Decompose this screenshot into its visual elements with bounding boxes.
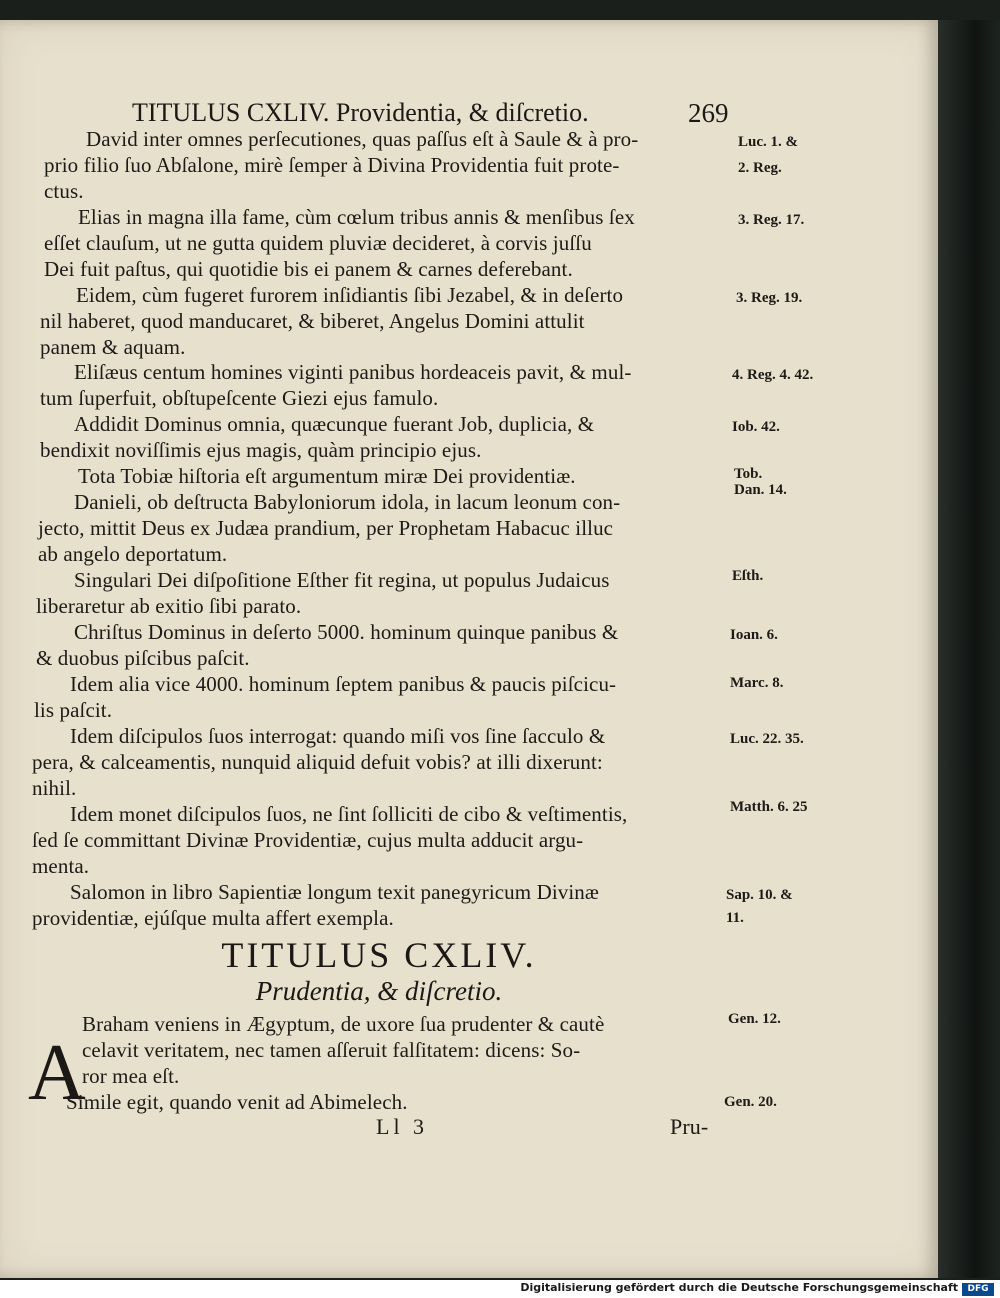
margin-reference: 11. xyxy=(726,910,744,926)
text-line: providentiæ, ejúſque multa affert exempla. xyxy=(32,906,394,930)
section-text-line: Braham veniens in Ægyptum, de uxore ſua prudenter & cautè xyxy=(82,1012,605,1036)
text-line: Idem diſcipulos ſuos interrogat: quando miſi vos ſine ſacculo & xyxy=(70,724,606,748)
margin-reference: Tob. xyxy=(734,466,763,482)
margin-reference: Luc. 22. 35. xyxy=(730,731,804,747)
printer-signature: Ll 3 xyxy=(376,1114,429,1139)
text-line: Eidem, cùm fugeret furorem inſidiantis ſibi Jezabel, & in deſerto xyxy=(76,283,624,307)
section-text-line: Simile egit, quando venit ad Abimelech. xyxy=(66,1090,408,1114)
book-spine-edge xyxy=(938,20,1000,1278)
section-subtitle: Prudentia, & diſcretio. xyxy=(255,976,503,1006)
text-line: ctus. xyxy=(44,179,84,203)
text-line: Idem monet diſcipulos ſuos, ne ſint ſolliciti de cibo & veſtimentis, xyxy=(70,802,628,826)
margin-reference: 3. Reg. 17. xyxy=(738,212,805,228)
margin-reference: Eſth. xyxy=(732,568,764,584)
text-line: jecto, mittit Deus ex Judæa prandium, per Prophetam Habacuc illuc xyxy=(38,516,614,540)
text-line: Dei fuit paſtus, qui quotidie bis ei panem & carnes deferebant. xyxy=(44,257,573,281)
margin-reference: Luc. 1. & xyxy=(738,134,798,150)
margin-reference: Gen. 12. xyxy=(728,1011,781,1027)
margin-reference: 2. Reg. xyxy=(738,160,782,176)
text-line: panem & aquam. xyxy=(40,335,186,359)
section-text-line: ror mea eſt. xyxy=(82,1064,180,1088)
text-line: lis paſcit. xyxy=(34,698,113,722)
section-title: TITULUS CXLIV. xyxy=(221,935,537,975)
text-line: David inter omnes perſecutiones, quas paſſus eſt à Saule & à pro- xyxy=(86,127,639,151)
funding-credit: Digitalisierung gefördert durch die Deutsche Forschungsgemeinschaft xyxy=(520,1281,958,1294)
margin-reference: 4. Reg. 4. 42. xyxy=(732,367,814,383)
text-line: nihil. xyxy=(32,776,77,800)
text-line: nil haberet, quod manducaret, & biberet, Angelus Domini attulit xyxy=(40,309,585,333)
text-line: Singulari Dei diſpoſitione Eſther fit regina, ut populus Judaicus xyxy=(74,568,610,592)
text-line: eſſet clauſum, ut ne gutta quidem pluviæ decideret, à corvis juſſu xyxy=(44,231,592,255)
text-line: Elias in magna illa fame, cùm cœlum tribus annis & menſibus ſex xyxy=(78,205,635,229)
text-line: pera, & calceamentis, nunquid aliquid defuit vobis? at illi dixerunt: xyxy=(32,750,603,774)
text-line: liberaretur ab exitio ſibi parato. xyxy=(36,594,302,618)
margin-reference: 3. Reg. 19. xyxy=(736,290,803,306)
section-text-line: celavit veritatem, nec tamen aſſeruit falſitatem: dicens: So- xyxy=(82,1038,581,1062)
margin-reference: Iob. 42. xyxy=(732,419,780,435)
margin-reference: Dan. 14. xyxy=(734,482,787,498)
text-line: ſed ſe committant Divinæ Providentiæ, cujus multa adducit argu- xyxy=(32,828,584,852)
margin-reference: Matth. 6. 25 xyxy=(730,799,808,815)
text-line: bendixit noviſſimis ejus magis, quàm principio ejus. xyxy=(40,438,482,462)
margin-reference: Ioan. 6. xyxy=(730,627,778,643)
text-line: Tota Tobiæ hiſtoria eſt argumentum miræ Dei providentiæ. xyxy=(78,464,576,488)
page-number: 269 xyxy=(688,98,729,128)
text-line: tum ſuperfuit, obſtupeſcente Giezi ejus famulo. xyxy=(40,386,439,410)
text-line: ab angelo deportatum. xyxy=(38,542,228,566)
text-line: Salomon in libro Sapientiæ longum texit panegyricum Divinæ xyxy=(70,880,600,904)
text-line: Danieli, ob deſtructa Babyloniorum idola, in lacum leonum con- xyxy=(74,490,621,514)
catchword: Pru- xyxy=(670,1114,709,1139)
text-line: Chriſtus Dominus in deſerto 5000. hominum quinque panibus & xyxy=(74,620,619,644)
running-title: TITULUS CXLIV. Providentia, & diſcretio. xyxy=(132,98,589,127)
text-line: menta. xyxy=(32,854,90,878)
margin-reference: Marc. 8. xyxy=(730,675,784,691)
text-line: prio filio ſuo Abſalone, mirè ſemper à Divina Providentia fuit prote- xyxy=(44,153,620,177)
text-line: Eliſæus centum homines viginti panibus hordeaceis pavit, & mul- xyxy=(74,360,632,384)
book-page xyxy=(0,20,938,1278)
drop-cap: A xyxy=(28,1029,86,1117)
dfg-logo-icon: DFG xyxy=(962,1283,994,1296)
margin-reference: Sap. 10. & xyxy=(726,887,793,903)
text-line: Addidit Dominus omnia, quæcunque fuerant Job, duplicia, & xyxy=(74,412,595,436)
text-line: & duobus piſcibus paſcit. xyxy=(36,646,250,670)
margin-reference: Gen. 20. xyxy=(724,1094,777,1110)
text-line: Idem alia vice 4000. hominum ſeptem panibus & paucis piſcicu- xyxy=(70,672,617,696)
